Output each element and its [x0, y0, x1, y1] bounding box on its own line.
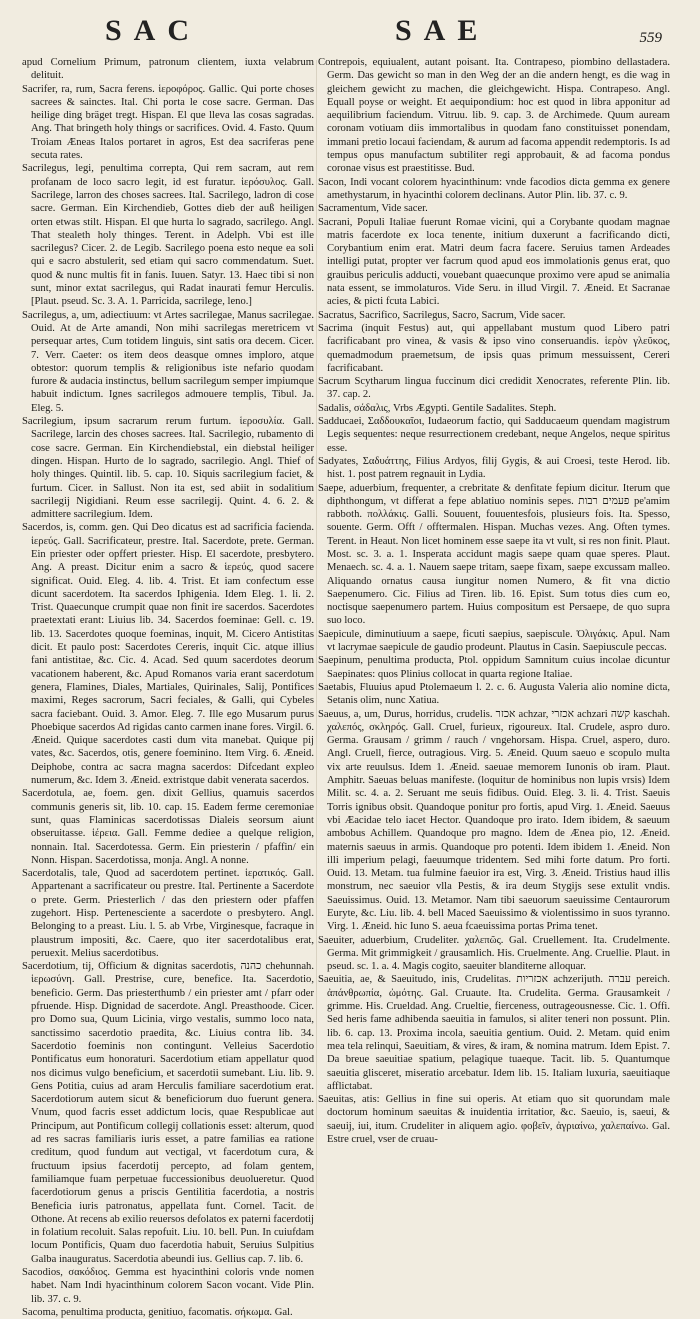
- dictionary-entry: Sacodios, σακόδιος. Gemma est hyacinthini coloris vnde nomen habet. Nam Indi hyacinthinum colorem Sacon vocant. Vide Plin. lib. 37. c. 9.: [22, 1267, 314, 1305]
- dictionary-entry: Saetabis, Fluuius apud Ptolemaeum l. 2. c. 6. Augusta Valeria alio nomine dicta, Setanis olim, nunc Xatiua.: [318, 681, 670, 707]
- dictionary-entry: Saeuitas, atis: Gellius in fine sui operis. At etiam quo sit quorundam male doctorum hominum saeuitas & inuidentia irritatior, &c. Saeuio, is, saeui, & saeuij, iui, itum. Crudeliter in aliquem agio. φοβεῖν, ἀγριαίνω, χαλεπαίνω. Gal. Estre cruel, vser de cruau-: [318, 1094, 670, 1146]
- dictionary-entry: Sacon, Indi vocant colorem hyacinthinum: vnde facodios dicta gemma ex genere amethystarum, in hyacinthi colorem declinans. Autor Plin. lib. 37. c. 9.: [318, 176, 670, 201]
- dictionary-entry: Sacrilegus, a, um, adiectiuum: vt Artes sacrilegae, Manus sacrilegae. Ouid. At de Arte amandi, Non mihi sacrilegas meretricem vt persequar artes, Cum totidem linguis, sint satis ora decem. Cicer. 7. Verr. Caeter: os item deos deasque omnes imploro, atque obtestor: quorum templis & religionibus iste nefario quodam furore & audacia instinctus, bellum sacrilegum semper impiumque habuit indictum. Ignes sacrilegos admouere templis, Tibul. Ja. Eleg. 5.: [22, 309, 315, 414]
- dictionary-entry: Contrepois, equiualent, autant poisant. Ita. Contrapeso, piombino dellastadera. Germ. Das gewicht so man in den Weg der an die andern hengt, es die wag in gleichem gewicht zu machen, die gleichgewicht. Hispa. Contrapeso. Angl. Equall poyse or weight. Et aequipondium: hoc est quod in libra apponitur ad aequilibrium faciendum. Vitruu. lib. 9. cap. 3. de Archimede. Quum auream coronam votiuam diis immortalibus in quodam fano constituisset ponendam, immani pretio locaui faciendam, & aurum ad facoma appendit redemptoris. Is ad tempus opus manufactum subtiliter regi approbauit, & ad facoma pondus coronae visus est praestitisse. Bud.: [318, 57, 670, 175]
- right-column: [318, 56, 670, 1221]
- dictionary-entry: Saepinum, penultima producta, Ptol. oppidum Samnitum cuius incolae dicuntur Saepinates: quos Plinius collocat in quarta regione Italiae.: [318, 655, 670, 680]
- dictionary-entry: Sacrima (inquit Festus) aut, qui appellabant mustum quod Libero patri facrificabant pro vinea, & vasis & ipso vino conseruandis. ἱερὸν γλεῦκος, quemadmodum praemetsum, de ipsis quas primum messuissent, Cereri facrificabant.: [318, 322, 670, 374]
- dictionary-entry: Sacrum Scytharum lingua fuccinum dici credidit Xenocrates, referente Plin. lib. 37. cap. 2.: [318, 376, 670, 401]
- running-head-right: SAE: [395, 14, 490, 47]
- dictionary-entry: Saeuus, a, um, Durus, horridus, crudelis. אכזר achzar, אכזרי achzari קשה kaschah. χαλεπός, σκληρός. Gall. Cruel, furieux, rigoureux. Ital. Crudele, aspro duro. Germa. Grausam / grimm / rauch / vngehorsam. Hispa. Cruel, aspero, duro. Angl. Cruell, fierce, outragious. Virg. 5. Æneid. Quum saeuo e scopulo multa vix arte reuulsus. Idem 1. Æneid. saeuae memorem Iunonis ob iram. Plaut. Amphitr. Saeuas beluas manifeste. (loquitur de hominibus non lupis vrsis) Idem Milit. sc. 4. a. 2. Seruant me seuis fidibus. Ouid. Eleg. 3. li. 4. Trist. Saeuis Torris ignibus obsit. Quandoque ponitur pro fortis, apud Virg. 1. Æneid. Saeuus vbi Æacidae telo iacet Hector. Quandoque pro irato. Idem ibidem, & saeuum ambobus Achillem. Quandoque pro magno. Idem de Ænea pio, 12. Æneid. maternis saeuus in armis. Quandoque pro potenti. Idem ibidem 1. Æneid. Non illi imperium pelagi, faeuumque tridentem. Sed mihi forte datum. Pro forti. Ouid. 13. Metam. tua fulmine faeuior ira est, Virg. 3. Æneid. Tristius haud illis monstrum, nec saeuior vlla Pestis, & ira deum Stygijs sese extulit vndis. Saeuissimus. Ouid. 13. Metamor. Nam tibi saeuorum saeuissime Centaurorum Euryte, &c. Liu. lib. 4. bell Maced Saeuissimo & violentissimo in suos tyranno. Virg. 1. Æneid. hic Iuno S. aeua fcaeuissima portas Prima tenet.: [318, 708, 670, 933]
- dictionary-entry: Sacoma, penultima producta, genitiuo, facomatis. σήκωμα. Gal.: [22, 1306, 293, 1318]
- dictionary-entry: Sacrilegus, legi, penultima correpta, Qui rem sacram, aut rem profanam de loco sacro legit, id est furatur. ἱερόσυλος. Gall. Sacrilege, larron des choses sacrees. Ital. Sacrilego, ladron di cose sacre. German. Ein Kirchendieb, Gottes dieb der auß heiligen orten etwas stilt. Hispan. El que hurta lo sagrado, sacrilego. Angl. That stealeth holy thinges. Terent. in Adelph. Vbi est ille sacrilegus? Cicer. 2. de Legib. Sacrilego poena esto neque ea soli qui e sacro abstulerit, sed etiam qui sacro commendatum. Suet. quod & nunc multis fit in fanis. Iuuen. Satyr. 13. Haec tibi si non sunt, minor extat sacrilegus, qui Radat inaurati femur Herculis. [Plaut. pseud. Sc. 3. A. 1. Parricida, sacrilege, leno.]: [22, 163, 314, 308]
- dictionary-entry: Saepicule, diminutiuum a saepe, ficuti saepius, saepiscule. Ὀλιγάκις. Apul. Nam vt lacrymae saepicule de gaudio prodeunt. Plautus in Casin. Saepiuscule peccas.: [318, 628, 670, 654]
- dictionary-entry: Sacramentum, Vide sacer.: [318, 203, 428, 215]
- dictionary-entry: Saeuitia, ae, & Saeuitudo, inis, Crudelitas. אכזריות achzerijuth. עברה pereich. ἀπάνθρωπία, ὠμότης. Gal. Cruaute. Ita. Crudelita. Germa. Grausamkeit / grimme. His. Crueldad. Ang. Crueltie, fierceness, outrageousnesse. Cic. 1. Offi. Sed heris fame adhibenda saeuitia in famulos, si aliter teneri non possunt. Plin. lib. 6. cap. 13. Proxima incola, saeuitia gentium. Ouid. 2. Metam. quid enim mea tela relinqui, Saeuitiam, & vires, & iram, & nomina matrum. Idem Epist. 7. Da breue saeuitiae spatium, pelagique tuaeque. Tacit. lib. 5. Quantumque saeuitia glisceret, miseratio arcebatur. Idem lib. 15. Italiam luxuria, saeuitiaque afflictabat.: [318, 974, 670, 1092]
- dictionary-entry: Sadalis, σάδαλις, Vrbs Ægypti. Gentile Sadalites. Steph.: [318, 402, 557, 414]
- dictionary-entry: Saepe, aduerbium, frequenter, a crebritate & denfitate fepium dicitur. Iterum que diphthongum, vt differat a fepe ablatiuo nominis sepes. פעמים רבות pe'amim rabboth. πολλάκις. Galli. Souuent, fouuentesfois, plusieurs fois. Ita. Spesso, souente. Germ. Offt / offtermalen. Hispan. Muchas vezes. Ang. Often tymes. Terent. in Heaut. Non licet hominem esse saepe ita vt vult, si res non finit. Plaut. Most. sc. 3. a. 1. Insperata accidunt magis saepe quam quae speres. Plaut. Menaech. sc. 4. a. 1. Nauem saepe tritam, saepe fixam, saepe excussam malleo. Aliquando ornatus causa iungitur nomen Numero, & fit vna dictio Saepenumero. Cic. Filius ad Tiren. lib. 16. Epist. Sum totus dies cum eo, noctisque saepenumero partem. Huius compositum est Persaepe, de quo supra suo loco.: [318, 482, 671, 627]
- left-column: [22, 56, 315, 1318]
- dictionary-entry: apud Cornelium Primum, patronum clientem, iuxta velabrum delituit.: [22, 57, 314, 82]
- dictionary-entry: Sacrani, Populi Italiae fuerunt Romae vicini, qui a Corybante quodam magnae matris facerdote ex loca tenente, initium duxerunt a facrificando dicti, Corybantium enim erat. Matri deum facra facere. Seruius tamen Ardeades intelligi putat, propter ver facrum quod apud eos immolationis genus erat, quo grauibus periculis adducti, vouebant quaecunque proximo vere apud se animalia nata essent, se immolaturos. Vide Seru. in illud Virgil. 7. Æneid. Et Sacranae acies, & picti fcuta Labici.: [318, 216, 670, 308]
- page-number: 559: [639, 30, 662, 46]
- dictionary-entry: Sacerdotalis, tale, Quod ad sacerdotem pertinet. ἱερατικός. Gall. Appartenant a sacrificateur ou prestre. Ital. Pertinente a Sacerdote o prete. Germ. Priesterlich / das den priestern oder pfaffen zugehort. Hisp. Pertenesciente a sacerdote o presbytero. Angl. Belonging to a preast. Liu. l. 5. ab Vrbe, Virginesque, facraque in plaustrum impositi, &c. Caere, quo iter sacerdotalibus erat, peruexit. Melius sacerdotibus.: [22, 868, 314, 959]
- dictionary-entry: Sacerdos, is, comm. gen. Qui Deo dicatus est ad sacrificia facienda. ἱερεύς. Gall. Sacrificateur, prestre. Ital. Sacerdote, prete. German. Ein priester oder opffert priester. Hisp. El sacerdote, presbytero. Ang. A preast. Dicitur enim a sacro & ἱερεύς, quod sacere significat. Ouid. Eleg. 4. lib. 4. Trist. Et iam confectum esse dicunt sacerdotem. Ita sacerdos Iphigenia. Idem Eleg. 1. li. 2. Trist. Quaecunque crumpit quae non finit ire sacerdos. Sacerdotes praetextati erant: Liuius lib. 34. Sacerdos foeminae: Gell. c. 19. lib. 13. Sacerdotes quoque foeminas, inquit, M. Cicero Antistitas dicit. Et paulo post: Sacerdotes Cereris, inquit Cic. atque illius fani antistitae, &c. Cic. 4. Acad. Sed quum sacerdotes deorum vacationem haberent, &c. Apud Romanos varia erant sacerdotum genera, Flamines, Diales, Martiales, Quirinales, Salij, Pontifices maximi, Reges sacrorum, Sacri feciales, & Galli, qui Cybeles sacra faciebant. Ouid. 3. Amor. Eleg. 7. Ille ego Musarum purus Phoebique sacerdos Ad rigidas canto carmen inane fores. Virgil. 6. Æneid. Quique sacerdotes casti dum vita manebat. Quique pij vates, &c. Sacerdos, otis, genere foeminino. Item Virg. 6. Æneid. Deiphobe, contra ac sacra magna sacerdos: Difcedant expleo numerum, &c. Idem 3. Æneid. extristque dabit venerata sacerdos.: [22, 522, 314, 787]
- dictionary-entry: Sacerdotium, tij, Officium & dignitas sacerdotis, כהנה chehunnah. ἱερωσύνη. Gall. Prestrise, cure, benefice. Ita. Sacerdotio, beneficio. Germ. Das priesterthumb / ein priester amt / pfarr oder pfruende. Hisp. Dignidad de sacerdote. Angl. Preasthoode. Cicer. pro Domo sua, Quum Licinia, virgo vestalis, summo loco nata, sanctissimo sacerdotio praedita, &c. Liuius contra lib. 34. Sacerdotio foeminis non contingunt. Velleius Sacerdotio Pontificatus eum honoraturi. Sacerdotium etiam appellatur quod nos dicimus vulgo beneficium, et sacerdotii sumebant. Liu. lib. 9. Gens Potitia, cuius ad aram Herculis familiare sacerdotium erat. Sacerdotiorum autem sicut & beneficiorum duo fuerunt genera. Vnum, quod facris esset addictum locis, quae Respublicae aut Principum, aut Pontificum collegij collationis esset: alterum, quod ad res sacras familiaris iuris esset, a patre familias ea ratione creditum, quod fundum aut vectigal, vt facerdotum cura, & fructuum ipsius facerdotij percepto, ad folam gentem, familiamque fuam perpetuae fuccessionibus deuolueretur. Quod facerdotiorum genus a priscis Gentilitia facerdotia, a nostris Beneficia iuris patronatus, appellata funt. Cornel. Tacit. de Othone. At recens ab exilio reuersos defolatos ex paterni facerdotij in folatium recoluit. Salas repofuit. Liu. 10. bell. Pun. In cuiufdam locum Pontificis, Quam duo facerdotia habuit, Seruius Sulpitius Galba inauguratus. Sacerdotia abeundi ius. Gellius cap. 7. lib. 6.: [22, 961, 315, 1265]
- dictionary-entry: Sacrifer, ra, rum, Sacra ferens. ἱεροφόρος. Gallic. Qui porte choses sacrees & sainctes. Ital. Chi porta le cose sacre. German. Das heilige ding bräget tregt. Hispan. El que lleva las cosas sagradas. Ang. That bringeth holy things or sacrifices. Ovid. 4. Fasto. Quum Troiam Æneas Italos portaret in agros, Est dea sacriferas pene secuta rates.: [22, 83, 314, 162]
- column-divider: [316, 60, 317, 1210]
- dictionary-entry: Sadyates, Σαδυάττης, Filius Ardyos, filij Gygis, & aui Croesi, teste Herod. lib. hist. 1. post patrem regnauit in Lydia.: [318, 455, 670, 481]
- running-head-left: SAC: [105, 14, 202, 47]
- dictionary-entry: Sacratus, Sacrifico, Sacrilegus, Sacro, Sacrum, Vide sacer.: [318, 309, 566, 321]
- dictionary-entry: Sacerdotula, ae, foem. gen. dixit Gellius, quamuis sacerdos communis generis sit, lib. 10. cap. 15. Eadem ferme ceremoniae sunt, quas Flaminicas sacerdotissas Dialeis seorsum aiunt obseruitasse. ἱέρεια. Gall. Femme dediee a quelque religion, nonnain. Ital. Sacerdotessa. Germ. Ein priesterin / pfaffin/ ein Nonn. Hispan. Sacerdotissa, monja. Angl. A nonne.: [22, 788, 314, 866]
- dictionary-entry: Saeuiter, aduerbium, Crudeliter. χαλεπῶς. Gal. Cruellement. Ita. Crudelmente. Germa. Mit grimmigkeit / grausamlich. His. Cruelmente. Ang. Cruellie. Plaut. in pseud. sc. 1. a. 4. Magis cogito, saeuiter blanditerne alloquar.: [318, 934, 670, 973]
- dictionary-entry: Sadducaei, Σαδδουκαῖοι, Iudaeorum factio, qui Sadducaeum quendam magistrum Legis sequentes: neque resurrectionem credebant, neque Angelos, neque spiritus esse.: [318, 416, 670, 454]
- dictionary-entry: Sacrilegium, ipsum sacrarum rerum furtum. ἱεροσυλία. Gall. Sacrilege, larcin des choses sacrees. Ital. Sacrilegio, rubamento di cose sacre. German. Ein Kirchendiebstal, ein diebstal heiliger dingen. Hispan. Hurto de lo sagrado, sacrilegio. Angl. Thief of holy thinges. Quintil. lib. 5. cap. 10. Siquis sacrilegium faciet, & furtum. Cicer. in Sallust. Non ita est, sed abiit in sodalitium sacrilegij Nigidiani. Reum esse sacrilegij. Quint. 4. 6. 2. & admittere sacrilegium. Idem.: [22, 416, 314, 521]
